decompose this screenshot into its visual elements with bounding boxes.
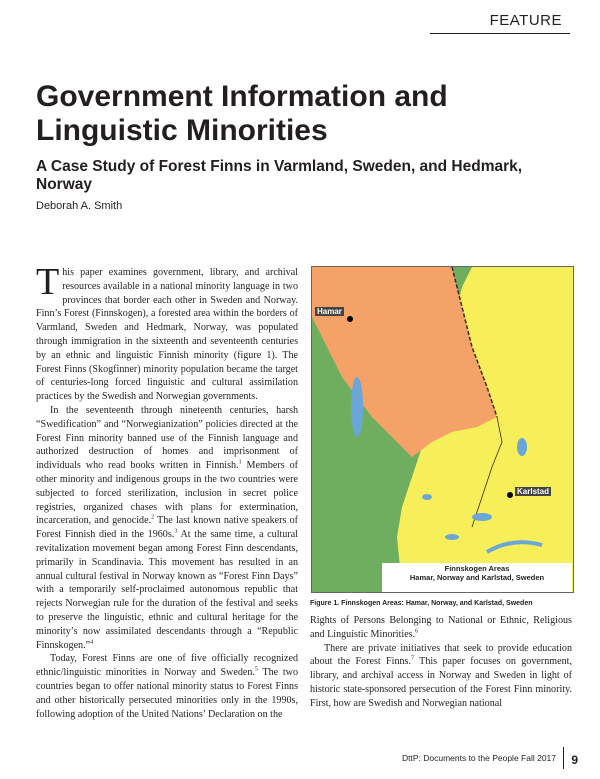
figure-caption: Figure 1. Finnskogen Areas: Hamar, Norway, and Karlstad, Sweden (310, 600, 533, 607)
header-rule (430, 33, 570, 34)
footnote-ref[interactable]: 3 (174, 528, 178, 535)
footnote-ref[interactable]: 6 (415, 628, 419, 635)
section-label: FEATURE (489, 12, 562, 29)
footer-journal: DttP: Documents to the People Fall 2017 (401, 753, 556, 763)
footnote-ref[interactable]: 5 (254, 666, 258, 673)
footnote-ref[interactable]: 7 (411, 656, 414, 663)
drop-cap: T (36, 261, 60, 303)
map-legend-title: Finnskogen Areas (444, 564, 510, 573)
finnskogen-map (311, 266, 574, 593)
body-column-left (36, 261, 299, 721)
map-legend (382, 564, 572, 582)
map-legend-subtitle: Hamar, Norway and Karlstad, Sweden (409, 573, 545, 582)
footnote-ref[interactable]: 2 (151, 514, 155, 521)
map-label-hamar: Hamar (317, 307, 342, 316)
paragraph-5: There are private initiatives that seek to provide education about the Forest Finns.$^7$ This paper focuses on government, library, and archival access in Norway and Sweden in light of historic state-sponsored persecution of the Forest Finn minority. First, how are Swedish and Norwegian national (310, 642, 572, 709)
paragraph-3: Today, Forest Finns are one of five officially recognized ethnic/linguistic minorities in Norway and Sweden.$^5$ The two countries began to offer national minority status to Forest Finns and other historically persecuted minorities only in the 1990s, following adoption of the United Nations’ Declaration on the (36, 653, 298, 720)
paragraph-2: In the seventeenth through nineteenth centuries, harsh “Swedification” and “Norwegianization” policies directed at the Forest Finn minority banned use of the Finnish language and authorized destruction of homes and imprisonment of individuals who read books written in Finnish.$^1$ Members of other minority and indigenous groups in the two countries were subjected to forced sterilization, inclusion in secret police registries, organized chases with plans for extermination, incarceration, and genocide.$^2$ The last known native speakers of Forest Finnish died in the 1960s.$^3$ At the same time, a cultural revitalization movement began among Forest Finn descendants, primarily in Scandinavia. This movement has resulted in an annual cultural festival in Norway known as “Forest Finn Days” with a temporarily self-proclaimed autonomous republic that rejects Norwegian rule for the duration of the festival and seeks to preserve the linguistic, ethnic and cultural heritage for the minority’s now assimilated descendants through a “Republic Finnskogen.”$^4$ (36, 404, 299, 651)
footer-divider (563, 747, 564, 769)
body-column-right (310, 614, 572, 711)
article-subtitle: A Case Study of Forest Finns in Varmland, Sweden, and Hedmark, Norway (36, 158, 523, 193)
map-label-karlstad: Karlstad (517, 487, 550, 496)
page-number: 9 (571, 753, 578, 767)
map-graphic (312, 267, 573, 592)
paragraph-4: Rights of Persons Belonging to National or Ethnic, Religious and Linguistic Minorities.$^6$ (310, 615, 572, 640)
footnote-ref[interactable]: 4 (90, 639, 94, 646)
footnote-ref[interactable]: 1 (238, 459, 242, 466)
paragraph-1: This paper examines government, library, and archival resources available in a national minority language in two provinces that border each other in Sweden and Norway. Finn’s Forest (Finnskogen), a forested area within the borders of Varmland, Sweden and Hedmark, Norway, was populated through immigration in the sixteenth and seventeenth centuries by an ethnic and linguistic Finnish minority (figure 1). The Forest Finns (Skogfinner) minority population became the target of centuries-long forced linguistic and cultural assimilation practices by the Swedish and Norwegian governments. (36, 261, 298, 403)
author-byline: Deborah A. Smith (36, 200, 123, 212)
article-title: Government Information and Linguistic Minorities (36, 80, 448, 147)
